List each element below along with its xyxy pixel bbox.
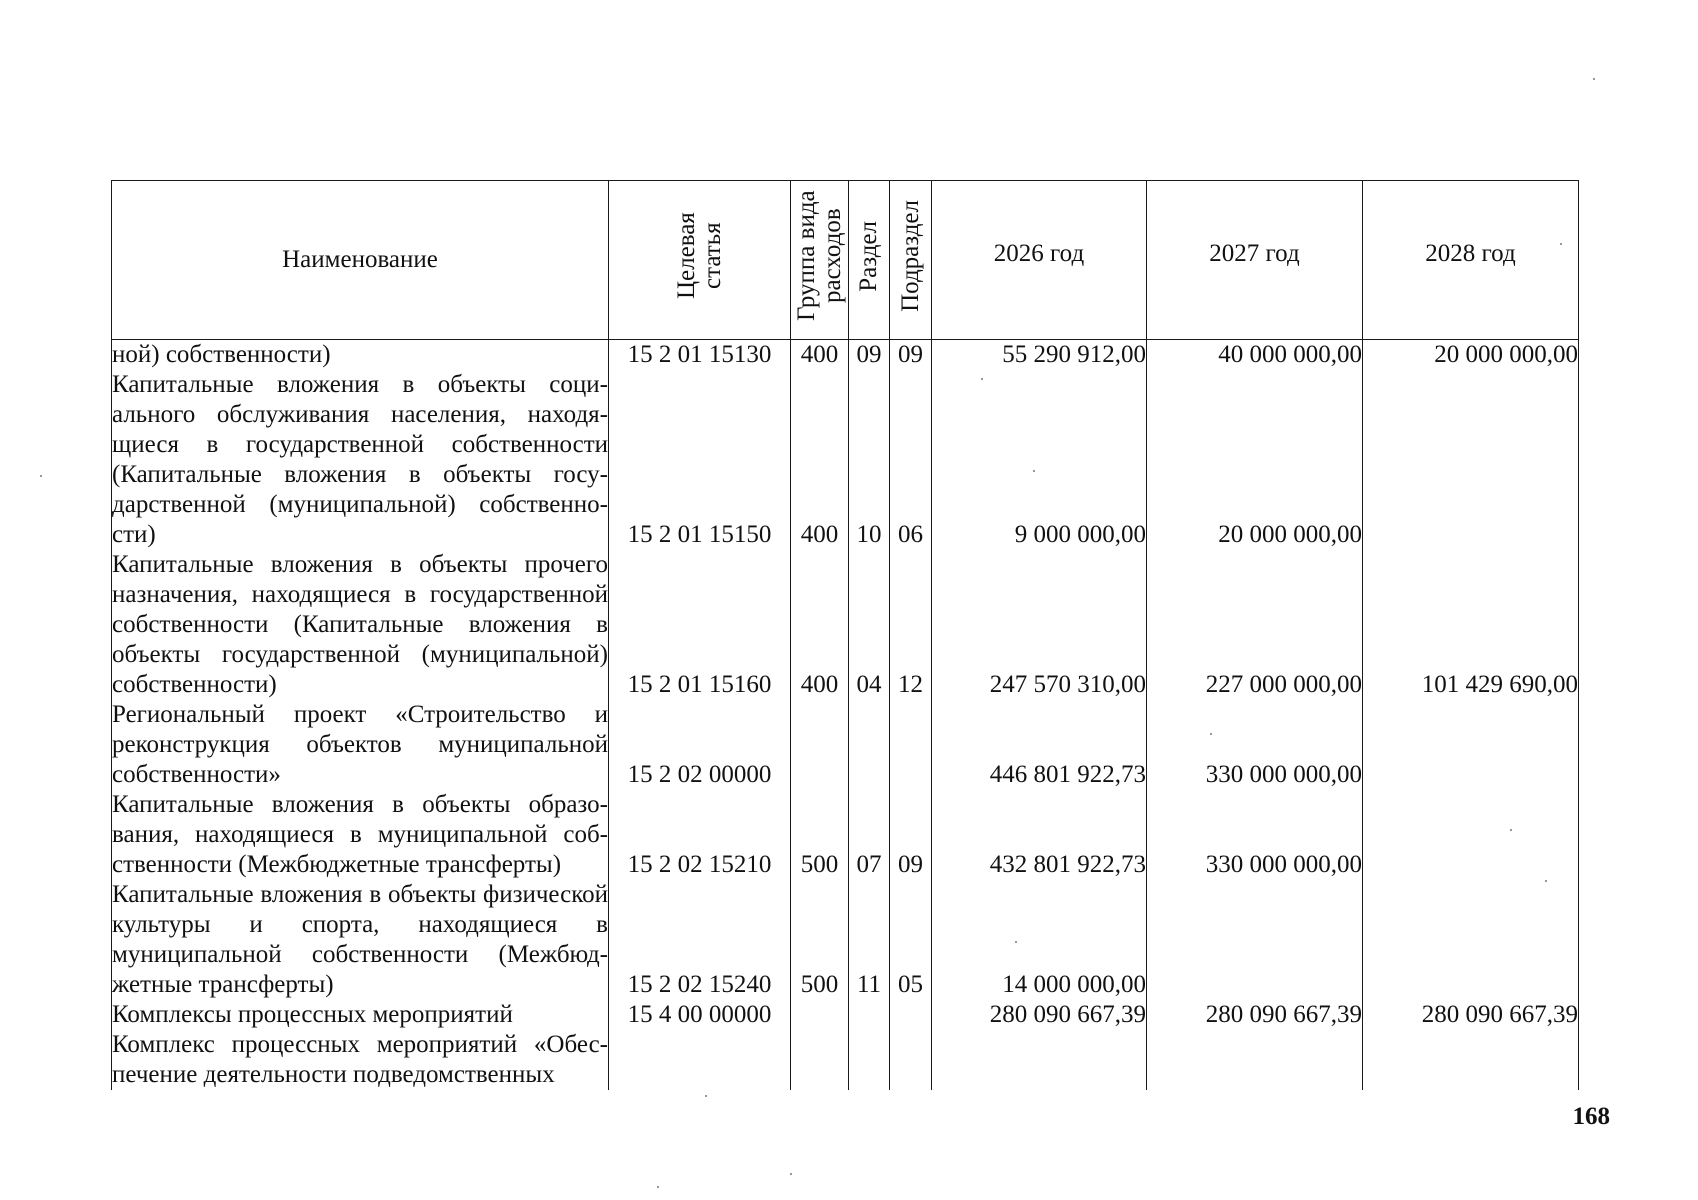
row-section: 10: [849, 370, 890, 550]
row-name: Капитальные вложения в объекты физической культуры и спорта, находящиеся в муниципальной собственности (Межбюджетные трансферты): [112, 881, 608, 998]
row-expense-group: [791, 1000, 849, 1030]
row-amount-2028: 101 429 690,00: [1363, 550, 1579, 700]
budget-table: [111, 180, 1579, 1090]
row-target-article: 15 2 01 15130: [609, 340, 791, 371]
scan-speck: [1593, 78, 1595, 80]
row-name: Капитальные вложения в объекты прочего назначения, находящиеся в государственной собственности (Капитальные вложения в объекты государственной (муниципальной) собственности): [112, 551, 608, 698]
row-amount-2028: [1363, 370, 1579, 550]
row-amount-2027: [1147, 1030, 1363, 1090]
row-section: [849, 1030, 890, 1090]
table-header-row: [112, 181, 1579, 340]
header-year-2027: 2027 год: [1147, 181, 1363, 340]
row-name: Комплексы процессных мероприятий: [112, 1000, 609, 1030]
row-name: Капитальные вложения в объекты социального обслуживания населения, находящиеся в государственной собственности (Капитальные вложения в объекты государственной (муниципальной) собственности): [112, 371, 608, 548]
scan-speck: [1015, 941, 1017, 943]
row-section: 04: [849, 550, 890, 700]
page-number: 168: [1572, 1103, 1610, 1130]
header-target-article: Целевая статья: [609, 181, 791, 340]
row-amount-2026: 446 801 922,73: [932, 700, 1147, 790]
table-row: [112, 370, 1579, 550]
table-row: [112, 340, 1579, 371]
row-amount-2028: 20 000 000,00: [1363, 340, 1579, 371]
row-amount-2028: [1363, 790, 1579, 880]
row-amount-2027: 330 000 000,00: [1147, 790, 1363, 880]
row-amount-2027: 330 000 000,00: [1147, 700, 1363, 790]
table-row: [112, 1000, 1579, 1030]
row-expense-group: 400: [791, 370, 849, 550]
row-amount-2026: 280 090 667,39: [932, 1000, 1147, 1030]
row-section: [849, 1000, 890, 1030]
row-expense-group: 400: [791, 340, 849, 371]
table-row: [112, 1030, 1579, 1090]
row-amount-2027: [1147, 880, 1363, 1000]
row-amount-2026: 247 570 310,00: [932, 550, 1147, 700]
header-section: Раздел: [849, 181, 890, 340]
header-subsection: Подраздел: [890, 181, 932, 340]
table-row: [112, 550, 1579, 700]
row-target-article: 15 2 01 15160: [609, 550, 791, 700]
scan-speck: [40, 475, 42, 477]
row-name: Комплекс процессных мероприятий «Обеспечение деятельности подведомственных: [112, 1031, 608, 1088]
scan-speck: [1033, 470, 1035, 472]
table-row: [112, 700, 1579, 790]
scan-speck: [1560, 243, 1562, 245]
scan-speck: [790, 1173, 792, 1175]
header-expense-group: Группа вида расходов: [791, 181, 849, 340]
row-name: Региональный проект «Строительство и реконструкция объектов муниципальной собственности»: [112, 701, 608, 788]
row-amount-2027: 40 000 000,00: [1147, 340, 1363, 371]
row-section: 09: [849, 340, 890, 371]
row-amount-2028: [1363, 700, 1579, 790]
row-expense-group: 500: [791, 790, 849, 880]
row-section: [849, 700, 890, 790]
row-amount-2026: [932, 1030, 1147, 1090]
row-amount-2027: 280 090 667,39: [1147, 1000, 1363, 1030]
row-subsection: 05: [890, 880, 932, 1000]
header-name: Наименование: [112, 181, 609, 340]
row-subsection: 06: [890, 370, 932, 550]
row-amount-2028: 280 090 667,39: [1363, 1000, 1579, 1030]
scan-speck: [705, 1095, 707, 1097]
row-expense-group: [791, 1030, 849, 1090]
row-amount-2026: 14 000 000,00: [932, 880, 1147, 1000]
scan-speck: [981, 378, 983, 380]
row-target-article: [609, 1030, 791, 1090]
row-subsection: 09: [890, 790, 932, 880]
row-subsection: [890, 1000, 932, 1030]
row-amount-2028: [1363, 1030, 1579, 1090]
row-section: 07: [849, 790, 890, 880]
row-name: Капитальные вложения в объекты образования, находящиеся в муниципальной собственности (Межбюджетные трансферты): [112, 791, 608, 878]
row-section: 11: [849, 880, 890, 1000]
row-expense-group: 400: [791, 550, 849, 700]
row-target-article: 15 2 02 15210: [609, 790, 791, 880]
row-name: ной) собственности): [112, 340, 609, 371]
row-amount-2026: 55 290 912,00: [932, 340, 1147, 371]
header-year-2028: 2028 год: [1363, 181, 1579, 340]
row-subsection: 12: [890, 550, 932, 700]
row-expense-group: 500: [791, 880, 849, 1000]
table-row: [112, 880, 1579, 1000]
row-subsection: 09: [890, 340, 932, 371]
row-amount-2028: [1363, 880, 1579, 1000]
row-amount-2026: 9 000 000,00: [932, 370, 1147, 550]
scan-speck: [1210, 733, 1212, 735]
row-target-article: 15 2 02 00000: [609, 700, 791, 790]
row-subsection: [890, 700, 932, 790]
row-expense-group: [791, 700, 849, 790]
scan-speck: [1545, 880, 1547, 882]
row-target-article: 15 2 01 15150: [609, 370, 791, 550]
row-amount-2027: 227 000 000,00: [1147, 550, 1363, 700]
row-subsection: [890, 1030, 932, 1090]
row-amount-2026: 432 801 922,73: [932, 790, 1147, 880]
scan-speck: [1510, 829, 1512, 831]
header-year-2026: 2026 год: [932, 181, 1147, 340]
row-target-article: 15 4 00 00000: [609, 1000, 791, 1030]
table-row: [112, 790, 1579, 880]
row-amount-2027: 20 000 000,00: [1147, 370, 1363, 550]
scan-speck: [657, 1186, 659, 1188]
row-target-article: 15 2 02 15240: [609, 880, 791, 1000]
